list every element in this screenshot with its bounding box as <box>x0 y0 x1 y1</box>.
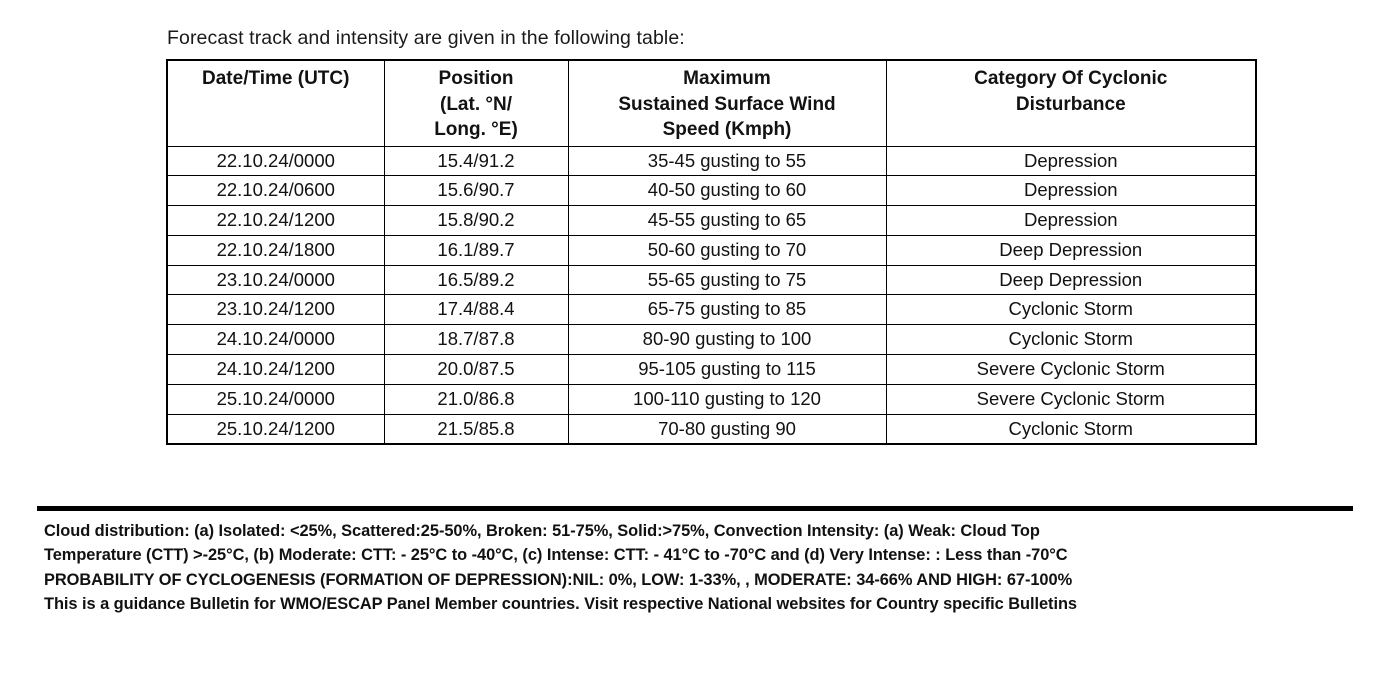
cell-datetime: 25.10.24/0000 <box>167 384 384 414</box>
cell-wind-speed: 45-55 gusting to 65 <box>568 206 886 236</box>
cell-wind-speed: 80-90 gusting to 100 <box>568 325 886 355</box>
cell-datetime: 22.10.24/0600 <box>167 176 384 206</box>
column-header-category-line2: Disturbance <box>1015 93 1126 115</box>
cell-position: 16.5/89.2 <box>384 265 568 295</box>
footer-notes <box>44 519 1364 616</box>
column-header-position-line3: Long. °E) <box>434 119 518 140</box>
cell-datetime: 22.10.24/1200 <box>167 206 384 236</box>
column-header-category-line1: Category Of Cyclonic <box>974 68 1168 89</box>
cell-category: Cyclonic Storm <box>886 325 1256 355</box>
table-row <box>167 414 1256 444</box>
cell-category: Cyclonic Storm <box>886 295 1256 325</box>
table-row <box>167 206 1256 236</box>
cell-datetime: 23.10.24/0000 <box>167 265 384 295</box>
cell-datetime: 24.10.24/0000 <box>167 325 384 355</box>
cell-category: Deep Depression <box>886 235 1256 265</box>
cell-category: Cyclonic Storm <box>886 414 1256 444</box>
cell-category: Depression <box>886 206 1256 236</box>
cell-category: Severe Cyclonic Storm <box>886 355 1256 385</box>
forecast-table-container <box>166 59 1255 445</box>
footer-note-line: Temperature (CTT) >-25°C, (b) Moderate: CTT: - 25°C to -40°C, (c) Intense: CTT: - 41°C to -70°C and (d) Very Intense: : Less than -70°C <box>44 546 1068 565</box>
column-header-position-line1: Position <box>438 68 514 89</box>
cell-category: Depression <box>886 146 1256 176</box>
column-header-position-line2: (Lat. °N/ <box>440 93 512 115</box>
table-header <box>167 60 1256 146</box>
cell-wind-speed: 100-110 gusting to 120 <box>568 384 886 414</box>
table-row <box>167 325 1256 355</box>
cell-wind-speed: 95-105 gusting to 115 <box>568 355 886 385</box>
cell-position: 20.0/87.5 <box>384 355 568 385</box>
forecast-track-intensity-table <box>166 59 1257 445</box>
cell-category: Depression <box>886 176 1256 206</box>
cell-datetime: 23.10.24/1200 <box>167 295 384 325</box>
table-row <box>167 146 1256 176</box>
table-row <box>167 265 1256 295</box>
footer-divider <box>37 506 1353 511</box>
footer-note-line: Cloud distribution: (a) Isolated: <25%, Scattered:25-50%, Broken: 51-75%, Solid:>75%, Convection Intensity: (a) Weak: Cloud Top <box>44 522 1040 540</box>
column-header-position <box>384 60 568 146</box>
table-header-row <box>167 60 1256 146</box>
intro-text: Forecast track and intensity are given in the following table: <box>167 27 685 49</box>
table-row <box>167 176 1256 206</box>
cell-category: Deep Depression <box>886 265 1256 295</box>
cell-wind-speed: 70-80 gusting 90 <box>568 414 886 444</box>
cell-position: 21.0/86.8 <box>384 384 568 414</box>
cell-datetime: 22.10.24/1800 <box>167 235 384 265</box>
table-row <box>167 235 1256 265</box>
cell-position: 21.5/85.8 <box>384 414 568 444</box>
cell-wind-speed: 55-65 gusting to 75 <box>568 265 886 295</box>
column-header-datetime-label: Date/Time (UTC) <box>202 68 350 89</box>
cell-wind-speed: 65-75 gusting to 85 <box>568 295 886 325</box>
cell-wind-speed: 50-60 gusting to 70 <box>568 235 886 265</box>
column-header-category <box>886 60 1256 146</box>
cell-category: Severe Cyclonic Storm <box>886 384 1256 414</box>
cell-position: 15.6/90.7 <box>384 176 568 206</box>
cell-position: 15.4/91.2 <box>384 146 568 176</box>
column-header-wind-line1: Maximum <box>683 68 771 89</box>
cell-wind-speed: 40-50 gusting to 60 <box>568 176 886 206</box>
column-header-datetime <box>167 60 384 146</box>
footer-note-line: This is a guidance Bulletin for WMO/ESCAP Panel Member countries. Visit respective National websites for Country specific Bulletins <box>44 594 1077 613</box>
footer-note-line: PROBABILITY OF CYCLOGENESIS (FORMATION OF DEPRESSION):NIL: 0%, LOW: 1-33%, , MODERATE: 34-66% AND HIGH: 67-100% <box>44 570 1073 589</box>
cell-datetime: 24.10.24/1200 <box>167 355 384 385</box>
cell-position: 18.7/87.8 <box>384 325 568 355</box>
column-header-wind-line2: Sustained Surface Wind <box>618 93 836 115</box>
cell-position: 17.4/88.4 <box>384 295 568 325</box>
cell-datetime: 22.10.24/0000 <box>167 146 384 176</box>
table-body <box>167 146 1256 444</box>
table-row <box>167 355 1256 385</box>
cell-position: 15.8/90.2 <box>384 206 568 236</box>
column-header-wind-line3: Speed (Kmph) <box>662 119 792 140</box>
column-header-wind-speed <box>568 60 886 146</box>
cell-datetime: 25.10.24/1200 <box>167 414 384 444</box>
table-row <box>167 295 1256 325</box>
cell-position: 16.1/89.7 <box>384 235 568 265</box>
cell-wind-speed: 35-45 gusting to 55 <box>568 146 886 176</box>
table-row <box>167 384 1256 414</box>
